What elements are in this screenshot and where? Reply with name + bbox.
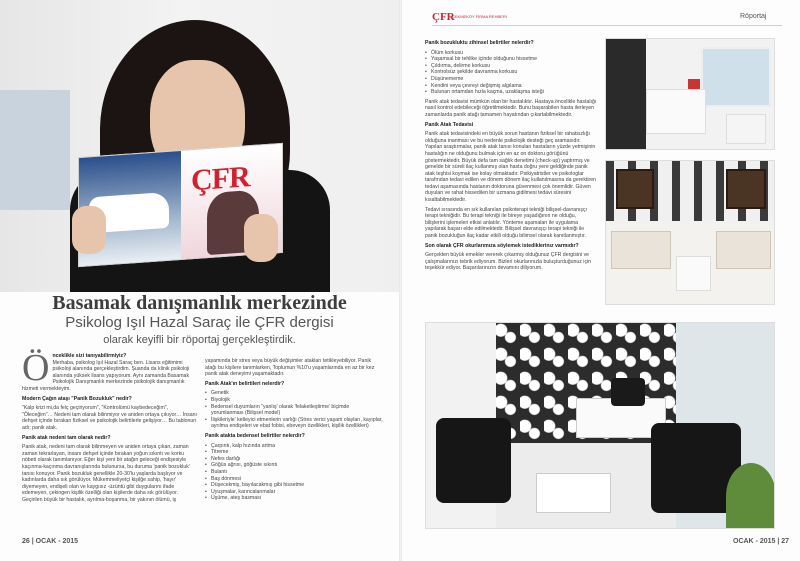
paragraph: Gerçekten büyük emekler vererek çıkarmış olduğunuz ÇFR dergisini ve çalışmalarınızı tebrik ediyorum. Bizleri okurlarınızla buluşturduğunuz için teşekkür ediyor. Başarılarınızın devamını diliyorum. <box>425 252 592 272</box>
question-4: Panik Atak'ın belirtileri nelerdir? <box>205 380 285 387</box>
photo-woman-reading <box>0 0 399 292</box>
question-7: Panik Atak Tedavisi <box>425 121 474 128</box>
white-desk <box>646 89 706 134</box>
list-item: • Kontrolsüz şekilde davranma korkusu <box>425 69 597 76</box>
article-title: Basamak danışmanlık merkezinde <box>52 292 347 314</box>
list-item: • Ölüm korkusu <box>425 50 597 57</box>
photo-office-desk <box>605 38 775 150</box>
list-item: • Uyuşmalar, karıncalanmalar <box>205 489 383 496</box>
window-right <box>726 169 766 209</box>
answer-3-continued: yaşamında bir stres veya büyük değişimler atakları tetikleyebiliyor. Panik atağı bu kişilere tanımlarken, Toplumun %10'u yaşamlarında en az bir kez panik atak deneyimi yaşamaktadır. <box>205 358 375 378</box>
header-tagline: ÇEKMEKÖY FİRMA REHBERİ <box>452 14 507 19</box>
background-window <box>0 90 70 210</box>
page-number-right: OCAK - 2015 | 27 <box>733 538 790 545</box>
list-item: • Kendini veya çevreyi değişmiş algılama <box>425 83 597 90</box>
right-column <box>425 40 597 275</box>
page-gutter <box>399 0 402 561</box>
list-item: • Genetik <box>205 390 383 397</box>
list-item: • Bulantı <box>205 469 383 476</box>
physical-symptom-list <box>205 443 383 502</box>
answer-2: "Kalp krizi mi,da felç geçiriyorum", "Kontrolümü kaybedeceğim", "Öleceğim"… Nedeni tam olarak bilinmiyor ve aniden ortaya çıkıyor… İnsanı dehşet içinde bırakan fiziksel ve psikolojik belirtilerle gelişiyor… Bu tablonun adı; panik atak. <box>22 405 197 431</box>
flower-pot <box>688 79 700 89</box>
page-number-left: 26 | OCAK - 2015 <box>22 538 79 545</box>
left-column-1 <box>22 347 198 506</box>
list-item: • Bulunan ortamdan hızla kaçma, uzaklaşma isteği <box>425 89 597 96</box>
list-item: • Çarpıntı, kalp hızında artma <box>205 443 383 450</box>
coffee-table <box>676 256 711 291</box>
white-chair <box>726 114 766 144</box>
list-item: • Göğüs ağrısı, göğüste sıkıntı <box>205 462 383 469</box>
list-item: • Yaşamsal bir tehlike içinde olduğunu hissetme <box>425 56 597 63</box>
section-label: Röportaj <box>740 13 767 20</box>
sofa-right <box>716 231 771 269</box>
wallpaper-panel <box>606 39 646 150</box>
list-item: • Bedensel duyumların "yanlış' olarak 'felaketleştirme' biçimde yorumlanması (Bilişsel model) <box>205 404 383 417</box>
list-item: • Çıldırma, delirme korkusu <box>425 63 597 70</box>
mental-symptom-list <box>425 50 597 96</box>
list-item: • Titreme <box>205 449 383 456</box>
magazine-logo: ÇFR <box>191 160 250 198</box>
paragraph: Panik atak tedavisindeki en büyük sorun hastanın fiziksel bir rahatsızlığı olduğuna inanması ve bu nedenle psikolojik desteği geç aramasıdır. Yapılan araştırmalar, panik atak tanısı konulan hastaların yüzde yetmişinin hastalığın ne olduğunu bulmak için en az on doktoru görüğünü göstermektedir. Büyük defa tam sağlık denetimi (check-up) yaptırmış ve genelde bir süreli ilaç kullanmış olan hasta doğru yere geldiğinde panik atak teşhisi koymak ise kolay olmaktadır. Psikiyatristler ve psikologlar tarafından tedavi edilen ve dönem dönem ilaç kullanılmasına da gerektiren tedavi aşamasında hastanın doktoruna güvenmesi çok önemlidir. Güven duyulan ve rahat hissedilen bir uzmana gidilmesi tedavi süresini kısaltabilmektedir. <box>425 131 597 204</box>
header-logo: ÇFR <box>432 11 455 23</box>
question-1: nceklikle sizi tanıyabilirmiyiz? <box>52 353 127 359</box>
list-item: • Düşecekmiş, bayılacakmış gibi hissetme <box>205 482 383 489</box>
sofa-left <box>611 231 671 269</box>
armchair-left <box>436 418 511 503</box>
cause-list <box>205 390 383 430</box>
dropcap: Ö <box>22 347 50 389</box>
list-item: • Baş dönmesi <box>205 476 383 483</box>
list-item: • İlişkileriyle' ketleyici etmenlerin varlığı (Stres verici yaşam olayları, kayıplar, ayrılma endişeleri ve ebat fobisi, ebeveyn özellikleri, kişilik özellikleri) <box>205 417 383 430</box>
right-hand <box>244 214 278 262</box>
side-table <box>536 473 611 513</box>
question-2: Modern Çağın ataşı "Panik Bozukluk" nedir? <box>22 395 132 402</box>
list-item: • Üşüme, ateş basması <box>205 495 383 502</box>
window <box>701 47 771 107</box>
list-item: • Nefes darlığı <box>205 456 383 463</box>
answer-3: Panik atak, nedeni tam olarak bilinmeyen ve aniden ortaya çıkan, zaman zaman tekrarlayan, insanı dehşet içinde bırakan yoğun sıkıntı ve korku nöbeti olarak tanımlanıyor. Eğer kişi yeni bir atağın geleceği endişesiyle kaçınma-kaçınma davranışlarında bulunursa, bu duruma 'panik bozukluk' tanısı konuyor. Panik bozukluk genellikle 20-30'lu yaşlarda başlıyor ve kadınlarda daha sık görülüyor. Mükemmeliyetçi kişilğe sahip, 'hayır' diyemeyen, endişeli olan ve kaygısız -üzüntü gibi duygularını ifade edemeyen, çekingen kişilik özelliği olan kişilerde daha sık görülüyor. Geçirilen büyük bir hastalık, ayrılma-boşanma, bir yakının ölümü, iş <box>22 444 190 503</box>
header-rule <box>432 25 782 26</box>
answer-1: Merhaba, psikolog Işıl Hazal Saraç ben. Lisans eğitimimi psikoloji alanında gerçekleştirdim. Şuanda da klinik psikoloji alanında yüksek lisans yapıyorum. Aynı zamanda Basamak Psikolojik Danışmanlık merkezinde psikolojik danışmanlık hizmeti vermekteyim. <box>22 359 190 392</box>
list-item: • Biyolojik <box>205 397 383 404</box>
left-column-2 <box>205 358 383 505</box>
paragraph: Panik atak tedavisi mümkün olan bir hastalıktır. Hastaya öncelikle hastalığı nasıl kontrol edebileceği öğretilmektedir. Bunu başarabilen hasta ilerleyen zamanlarda panik atağı tamamen hayatından çıkartabilmektedir. <box>425 98 597 118</box>
window-left <box>616 169 654 209</box>
office-chair <box>611 378 645 406</box>
question-8: Son olarak ÇFR okurlarımıza söylemek istediklerinız varmıdır? <box>425 242 579 249</box>
paragraph: Tedavi sırasında en sık kullanılan psikoterapi tekniği bilişsel-davranışçı terapi tekniğidir. Bu terapi tekniği ile bireye yaşadığının ne olduğu, bilişlerini işlemeleri etkisi anlatılır. Yönteme aşamaları ile uygulama yapılarak başarı elde edilmektedir. Bilişsel davranışçı terapi tekniği ile panik bozukluğun ilaç kadar etkili olduğu bilimsel olarak kanıtlanmıştır. <box>425 206 588 240</box>
list-item: • Düşünememe <box>425 76 597 83</box>
article-subtitle: Psikolog Işıl Hazal Saraç ile ÇFR dergisi <box>65 314 334 331</box>
photo-office-room <box>425 322 775 529</box>
left-hand <box>72 206 106 254</box>
green-plant <box>726 463 775 529</box>
question-3: Panik atak nedeni tam olarak nedir? <box>22 434 111 441</box>
article-intro: olarak keyifli bir röportaj gerçekleştirdik. <box>103 334 296 346</box>
question-5: Panik atakta bedensel belirtiler nelerdir? <box>205 432 305 439</box>
photo-office-lounge <box>605 160 775 305</box>
question-6: Panik bozukluktu zihinsel belirtiler nelerdir? <box>425 40 534 46</box>
